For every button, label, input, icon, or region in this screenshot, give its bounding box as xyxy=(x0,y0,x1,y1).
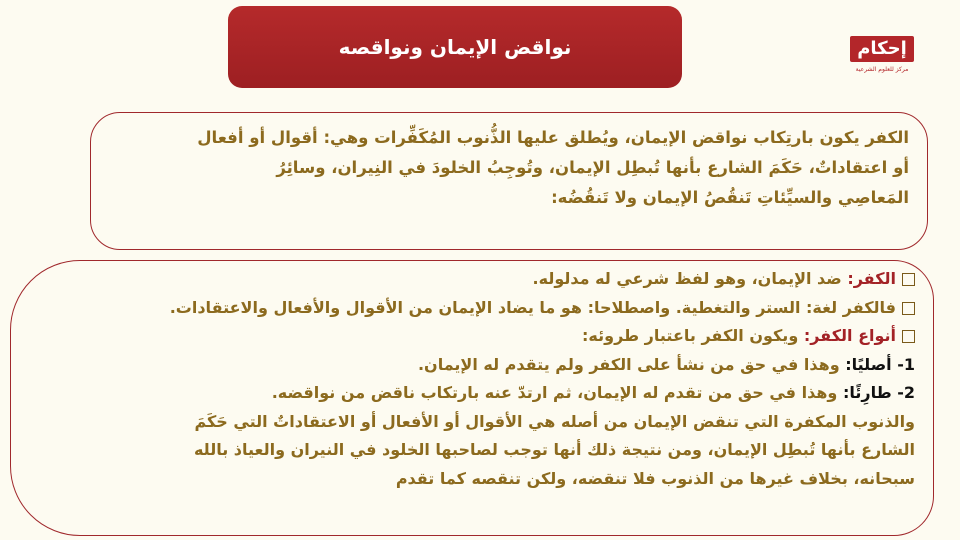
checkbox-bullet-icon xyxy=(902,273,915,286)
point-label: أنواع الكفر: xyxy=(803,326,896,345)
intro-line: أو اعتقاداتٌ، حَكَمَ الشارع بأنها تُبطِل الإيمان، وتُوجِبُ الخلودَ في النِيران، وسائِرُ xyxy=(276,158,909,177)
bullet-point xyxy=(25,294,915,323)
content-box xyxy=(10,260,934,536)
bullet-point xyxy=(25,322,915,351)
checkbox-bullet-icon xyxy=(902,302,915,315)
intro-line: الكفر يكون بارتِكاب نواقض الإيمان، ويُطلق عليها الذُّنوب المُكَفِّرات وهي: أقوال أو أفعال xyxy=(197,128,909,147)
type-text: وهذا في حق من تقدم له الإيمان، ثم ارتدّ عنه بارتكاب ناقض من نواقضه. xyxy=(271,383,843,402)
type-text: وهذا في حق من نشأ على الكفر ولم يتقدم له الإيمان. xyxy=(417,354,846,374)
intro-box xyxy=(90,112,928,250)
bullet-point xyxy=(25,265,915,294)
type-item xyxy=(25,351,915,380)
slide-title xyxy=(228,6,682,88)
logo xyxy=(850,26,914,96)
point-label: الكفر: xyxy=(847,269,896,288)
logo-mark: إحكام xyxy=(850,36,914,62)
point-text: فالكفر لغة: الستر والتغطية. واصطلاحا: هو ما يضاد الإيمان من الأقوال والأفعال والاعتقادات. xyxy=(169,297,896,317)
closing-line: سبحانه، بخلاف غيرها من الذنوب فلا تنقضه، ولكن تنقصه كما تقدم xyxy=(395,468,915,488)
type-label: 1- أصليًا: xyxy=(845,354,915,374)
title-text: نواقض الإيمان ونواقصه xyxy=(338,35,572,59)
closing-line: والذنوب المكفرة التي تنقض الإيمان من أصله هي الأقوال أو الأفعال أو الاعتقاداتٌ التي حَكَمَ xyxy=(194,411,915,431)
type-label: 2- طارِئًا: xyxy=(842,383,915,402)
point-text: ضد الإيمان، وهو لفظ شرعي له مدلوله. xyxy=(532,269,848,288)
type-item xyxy=(25,379,915,408)
closing-line: الشارع بأنها تُبطِل الإيمان، ومن نتيجة ذلك أنها توجب لصاحبها الخلود في النيران والعياذ بالله xyxy=(193,440,915,459)
intro-line: المَعاصِي والسيِّئاتِ تَنقُصُ الإيمان ولا تَنقُضُه: xyxy=(551,188,909,207)
point-text: ويكون الكفر باعتبار طروئه: xyxy=(582,326,804,345)
logo-subtitle: مركز للعلوم الشرعية xyxy=(855,66,909,73)
checkbox-bullet-icon xyxy=(902,330,915,343)
